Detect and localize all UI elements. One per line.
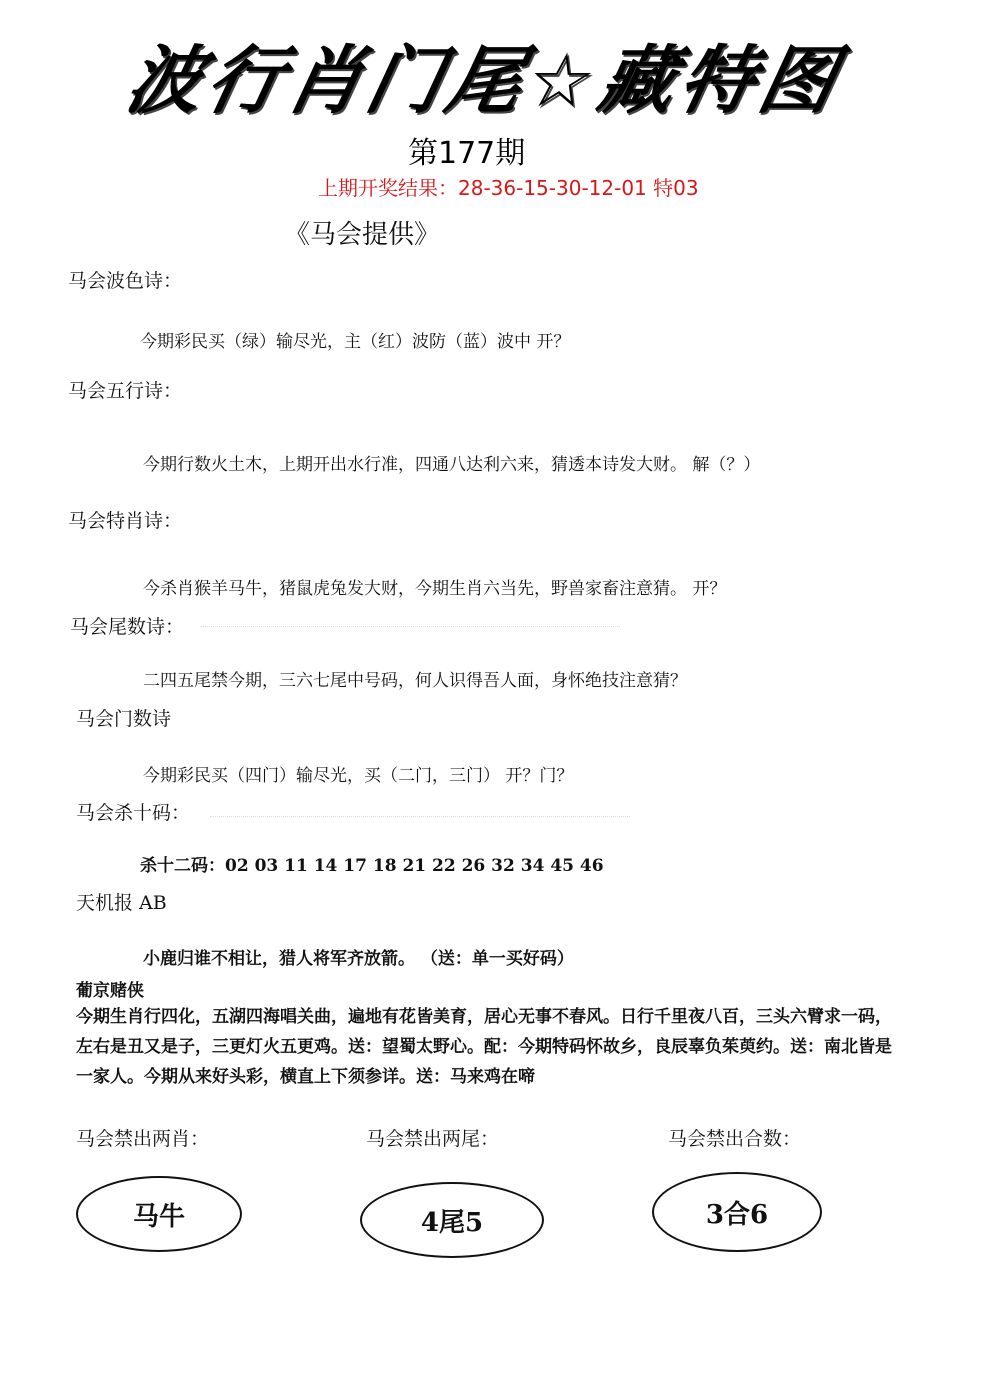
ban-value-sum: 3合6	[705, 1199, 769, 1230]
provider-label: 《马会提供》	[284, 220, 441, 250]
section-label-tail-number: 马会尾数诗：	[70, 616, 185, 638]
section-label-wave-color: 马会波色诗：	[68, 270, 183, 292]
section-text-kill-ten: 杀十二码：02 03 11 14 17 18 21 22 26 32 34 45 46	[140, 856, 604, 876]
section-text-five-elements: 今期行数火土木，上期开出水行准，四通八达利六来，猜透本诗发大财。 解（？）	[143, 455, 761, 475]
section-label-kill-ten: 马会杀十码：	[76, 802, 191, 824]
section-label-door-number: 马会门数诗	[76, 708, 172, 730]
ban-label-tail: 马会禁出两尾：	[366, 1128, 500, 1150]
ban-ellipse-zodiac	[76, 1176, 242, 1252]
last-draw-result: 上期开奖结果：28-36-15-30-12-01 特03	[318, 176, 699, 200]
issue-number: 第177期	[408, 136, 526, 171]
page-title: 波行肖门尾☆藏特图	[118, 38, 850, 124]
ban-ellipse-sum	[652, 1172, 822, 1252]
ban-value-zodiac: 马牛	[132, 1201, 185, 1232]
section-text-wave-color: 今期彩民买（绿）输尽光，主（红）波防（蓝）波中 开？	[140, 332, 571, 352]
section-text-tianji: 小鹿归谁不相让，猎人将军齐放箭。 （送：单一买好码）	[143, 949, 574, 969]
ban-label-zodiac: 马会禁出两肖：	[76, 1128, 210, 1150]
section-text-special-zodiac: 今杀肖猴羊马牛，猪鼠虎兔发大财，今期生肖六当先，野兽家畜注意猜。 开？	[143, 579, 727, 599]
ban-ellipse-tail	[360, 1182, 544, 1258]
section-text-tail-number: 二四五尾禁今期，三六七尾中号码，何人识得吾人面，身怀绝技注意猜？	[143, 671, 687, 691]
section-label-five-elements: 马会五行诗：	[68, 380, 183, 402]
ban-label-sum: 马会禁出合数：	[668, 1128, 802, 1150]
macau-paragraph: 今期生肖行四化，五湖四海唱关曲，遍地有花皆美育，居心无事不春风。日行千里夜八百，三头六臂求一码，左右是丑又是子，三更灯火五更鸡。送：望蜀太野心。配：今期特码怀故乡，良辰辜负茱萸约。送：南北皆是一家人。今期从来好头彩，横直上下须参详。送：马来鸡在啼	[76, 1007, 892, 1087]
ban-value-tail: 4尾5	[420, 1207, 484, 1238]
section-text-door-number: 今期彩民买（四门）输尽光，买（二门，三门） 开？门？	[143, 766, 574, 786]
section-label-special-zodiac: 马会特肖诗：	[68, 510, 183, 532]
section-label-tianji: 天机报 AB	[76, 892, 167, 914]
macau-label: 葡京赌侠	[76, 981, 144, 1001]
